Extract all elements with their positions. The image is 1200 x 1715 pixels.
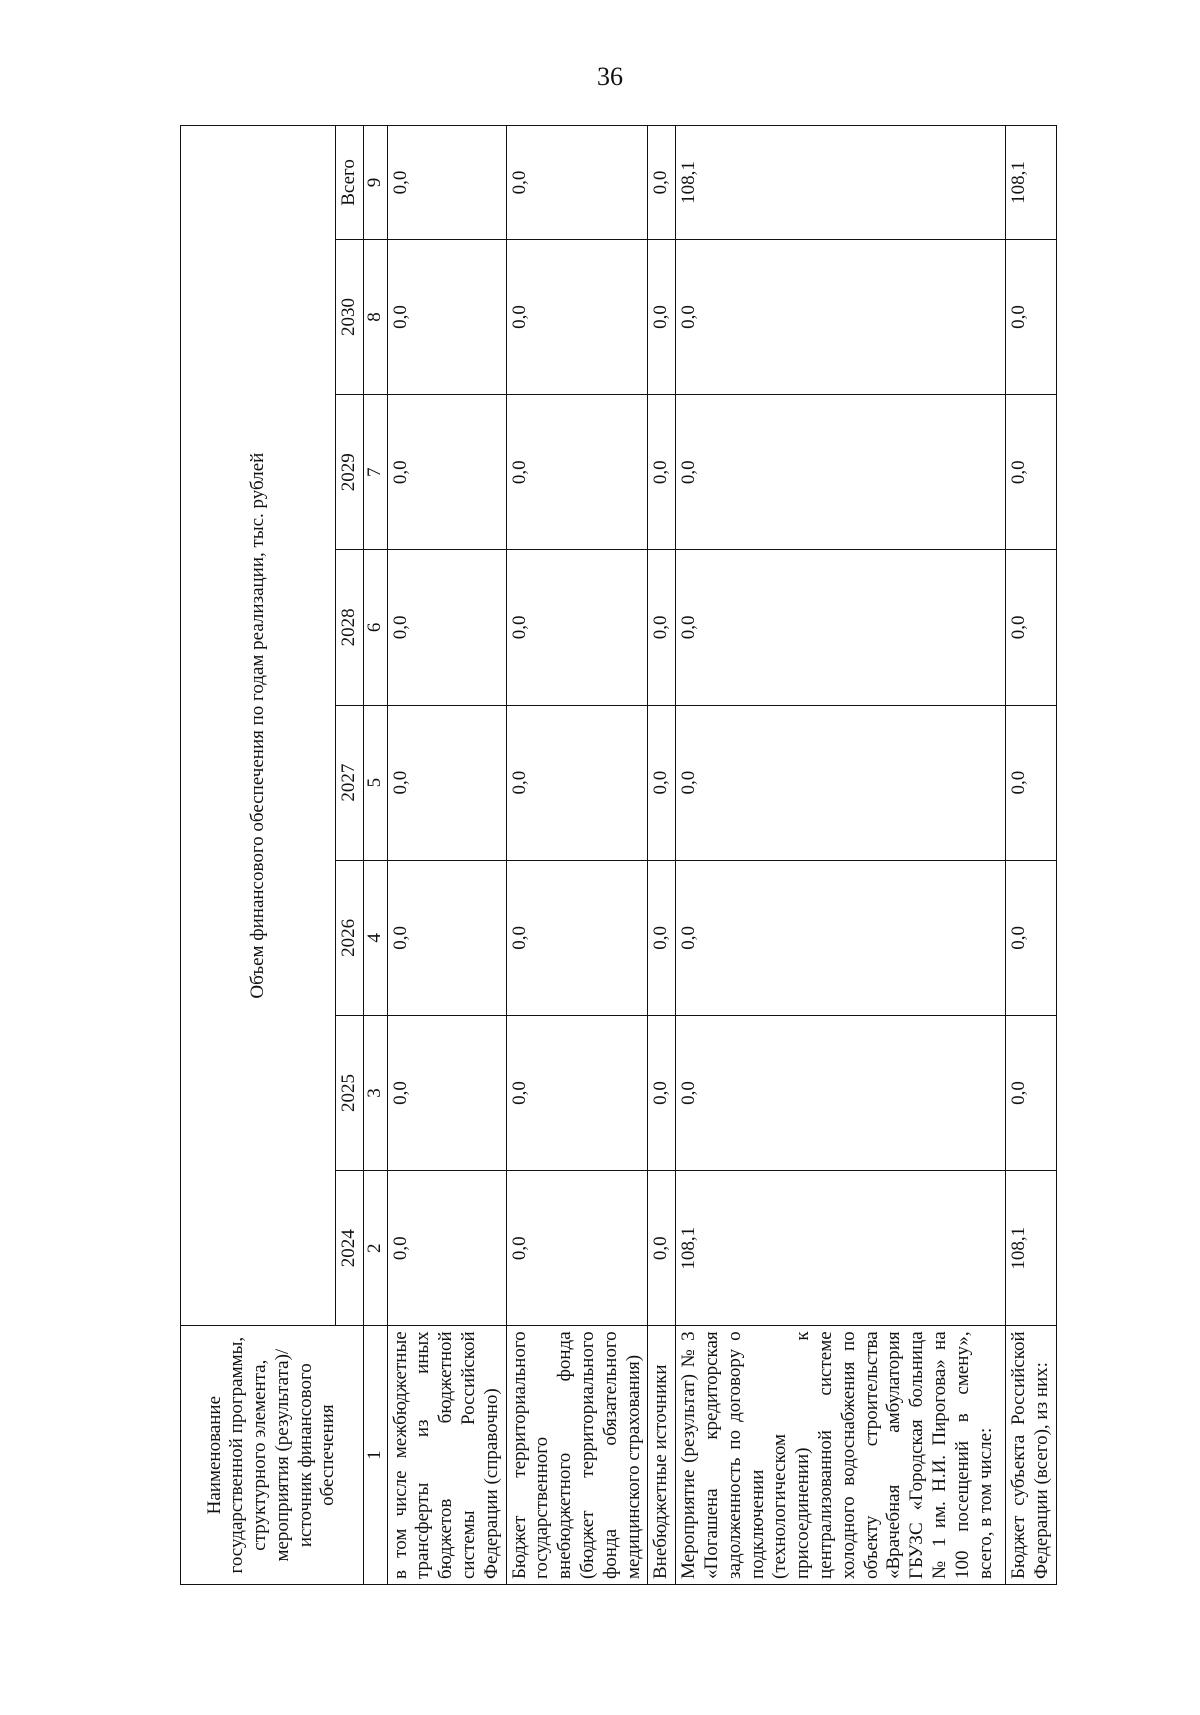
- cell-value: 0,0: [676, 705, 1006, 860]
- cell-value: 0,0: [1006, 239, 1057, 394]
- cell-value: 0,0: [676, 395, 1006, 550]
- cell-value: 0,0: [648, 1015, 676, 1170]
- page-number: 36: [597, 62, 623, 91]
- cell-value: 0,0: [506, 126, 648, 240]
- cell-value: 0,0: [387, 550, 506, 705]
- cell-value: 108,1: [1006, 1171, 1057, 1326]
- cell-value: 0,0: [1006, 550, 1057, 705]
- column-index: 3: [363, 1015, 387, 1170]
- cell-value: 108,1: [676, 126, 1006, 240]
- cell-value: 0,0: [387, 239, 506, 394]
- cell-value: 0,0: [387, 705, 506, 860]
- header-total: Всего: [336, 126, 364, 240]
- financing-table: [180, 125, 1057, 1585]
- cell-value: 0,0: [506, 705, 648, 860]
- cell-value: 0,0: [648, 860, 676, 1015]
- cell-value: 0,0: [648, 705, 676, 860]
- header-name-col: Наименование государственной программы, структурного элемента, мероприятия (результата)/источник финансового обеспечения: [181, 1326, 364, 1585]
- cell-value: 0,0: [648, 1171, 676, 1326]
- row-name: Мероприятие (результат) № 3 «Погашена кредиторская задолженность по договору о подключении (технологическом присоединении) к централизованной системе холодного водоснабжения по объекту строительства «Врачебная амбулатория ГБУЗС «Городская больница № 1 им. Н.И. Пирогова» на 100 посещений в смену», всего, в том числе:: [676, 1326, 1006, 1585]
- column-index: 5: [363, 705, 387, 860]
- cell-value: 0,0: [387, 1015, 506, 1170]
- table-row: [648, 126, 676, 1585]
- cell-value: 0,0: [1006, 860, 1057, 1015]
- cell-value: 0,0: [1006, 1015, 1057, 1170]
- row-name: Бюджет субъекта Российской Федерации (всего), из них:: [1006, 1326, 1057, 1585]
- table-row: [676, 126, 1006, 1585]
- cell-value: 0,0: [387, 395, 506, 550]
- header-year: 2028: [336, 550, 364, 705]
- cell-value: 0,0: [676, 1015, 1006, 1170]
- header-year: 2027: [336, 705, 364, 860]
- header-year: 2030: [336, 239, 364, 394]
- cell-value: 0,0: [387, 126, 506, 240]
- column-index: 6: [363, 550, 387, 705]
- header-year: 2025: [336, 1015, 364, 1170]
- header-group: Объем финансового обеспечения по годам реализации, тыс. рублей: [181, 126, 336, 1326]
- cell-value: 0,0: [648, 126, 676, 240]
- row-name: в том числе межбюджетные трансферты из иных бюджетов бюджетной системы Российской Федерации (справочно): [387, 1326, 506, 1585]
- cell-value: 0,0: [506, 550, 648, 705]
- cell-value: 108,1: [676, 1171, 1006, 1326]
- cell-value: 0,0: [506, 1171, 648, 1326]
- column-index: 1: [363, 1326, 387, 1585]
- table-row: [1006, 126, 1057, 1585]
- table-row: [506, 126, 648, 1585]
- row-name: Внебюджетные источники: [648, 1326, 676, 1585]
- cell-value: 0,0: [387, 860, 506, 1015]
- cell-value: 0,0: [387, 1171, 506, 1326]
- column-index: 9: [363, 126, 387, 240]
- cell-value: 0,0: [648, 239, 676, 394]
- column-index: 8: [363, 239, 387, 394]
- column-index: 7: [363, 395, 387, 550]
- cell-value: 0,0: [648, 395, 676, 550]
- cell-value: 0,0: [648, 550, 676, 705]
- cell-value: 0,0: [676, 860, 1006, 1015]
- cell-value: 0,0: [1006, 395, 1057, 550]
- column-index: 2: [363, 1171, 387, 1326]
- row-name: Бюджет территориального государственного внебюджетного фонда (бюджет территориального фонда обязательного медицинского страхования): [506, 1326, 648, 1585]
- cell-value: 0,0: [676, 239, 1006, 394]
- cell-value: 0,0: [506, 860, 648, 1015]
- header-year: 2024: [336, 1171, 364, 1326]
- cell-value: 0,0: [506, 1015, 648, 1170]
- header-year: 2026: [336, 860, 364, 1015]
- cell-value: 0,0: [506, 395, 648, 550]
- table-row: [387, 126, 506, 1585]
- rotated-table-container: [180, 125, 1200, 1585]
- cell-value: 0,0: [676, 550, 1006, 705]
- cell-value: 0,0: [1006, 705, 1057, 860]
- header-year: 2029: [336, 395, 364, 550]
- cell-value: 108,1: [1006, 126, 1057, 240]
- cell-value: 0,0: [506, 239, 648, 394]
- column-index: 4: [363, 860, 387, 1015]
